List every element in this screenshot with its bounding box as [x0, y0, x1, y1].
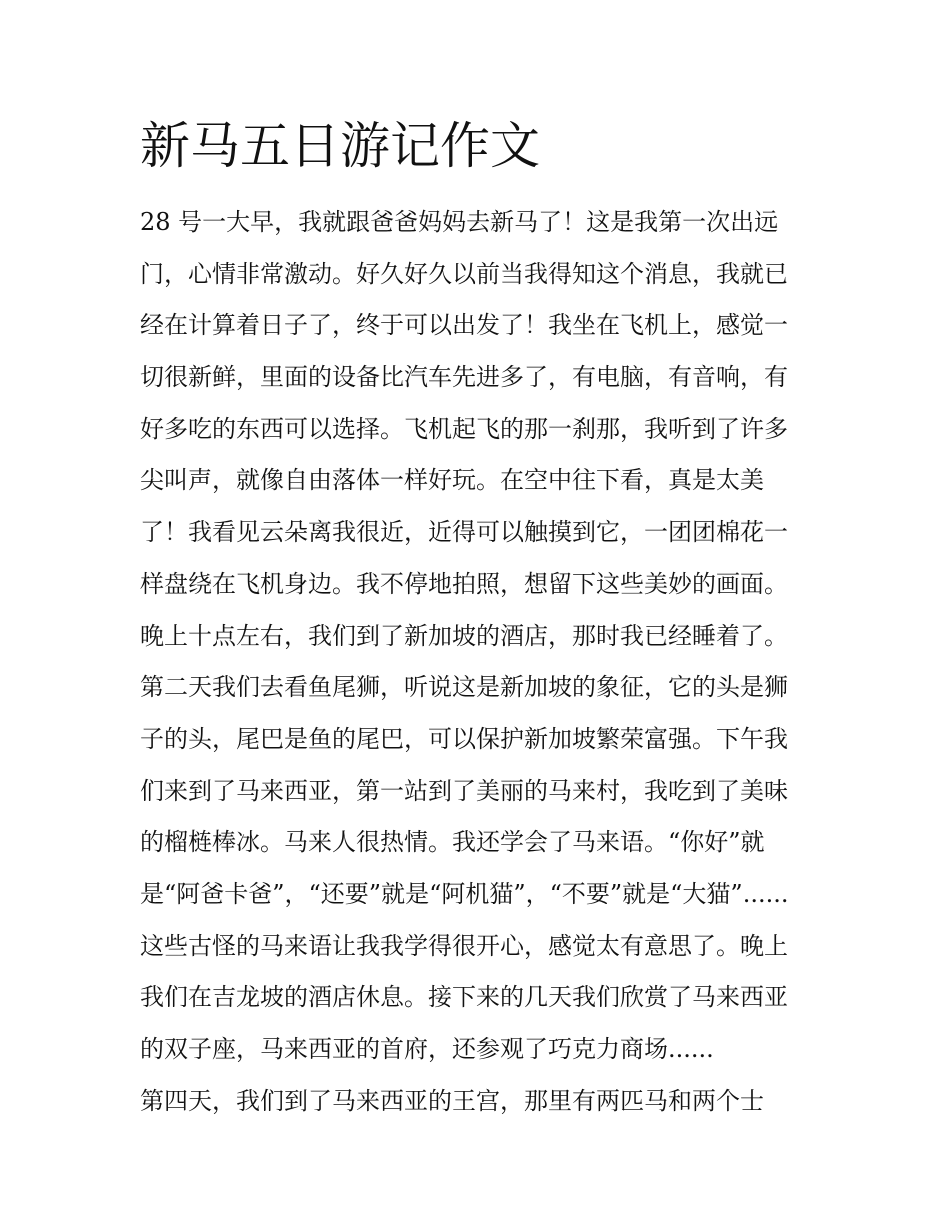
text-line: 样盘绕在飞机身边。我不停地拍照，想留下这些美妙的画面。	[140, 569, 788, 598]
document-title: 新马五日游记作文	[140, 117, 540, 175]
text-line: 了！我看见云朵离我很近，近得可以触摸到它，一团团棉花一	[140, 518, 788, 547]
text-line: 第二天我们去看鱼尾狮，听说这是新加坡的象征，它的头是狮	[140, 673, 788, 702]
text-line: 是“阿爸卡爸”，“还要”就是“阿机猫”，“不要”就是“大猫”......	[140, 879, 789, 908]
text-line: 经在计算着日子了，终于可以出发了！我坐在飞机上，感觉一	[140, 311, 788, 340]
text-line: 尖叫声，就像自由落体一样好玩。在空中往下看，真是太美	[140, 466, 764, 495]
text-line: 晚上十点左右，我们到了新加坡的酒店，那时我已经睡着了。	[140, 621, 788, 650]
text-line: 们来到了马来西亚，第一站到了美丽的马来村，我吃到了美味	[140, 776, 788, 805]
text-line: 子的头，尾巴是鱼的尾巴，可以保护新加坡繁荣富强。下午我	[140, 724, 788, 753]
text-line: 的双子座，马来西亚的首府，还参观了巧克力商场......	[140, 1035, 714, 1063]
text-line: 28 号一大早，我就跟爸爸妈妈去新马了！这是我第一次出远	[140, 208, 779, 236]
text-line: 门，心情非常激动。好久好久以前当我得知这个消息，我就已	[140, 259, 788, 288]
text-line: 第四天，我们到了马来西亚的王宫，那里有两匹马和两个士	[140, 1086, 764, 1115]
text-line: 好多吃的东西可以选择。飞机起飞的那一刹那，我听到了许多	[140, 414, 788, 443]
text-line: 我们在吉龙坡的酒店休息。接下来的几天我们欣赏了马来西亚	[140, 983, 788, 1012]
text-line: 切很新鲜，里面的设备比汽车先进多了，有电脑，有音响，有	[140, 363, 788, 392]
text-line: 这些古怪的马来语让我我学得很开心，感觉太有意思了。晚上	[140, 931, 788, 960]
document-body	[140, 197, 820, 1127]
text-line: 的榴梿棒冰。马来人很热情。我还学会了马来语。“你好”就	[140, 828, 765, 857]
